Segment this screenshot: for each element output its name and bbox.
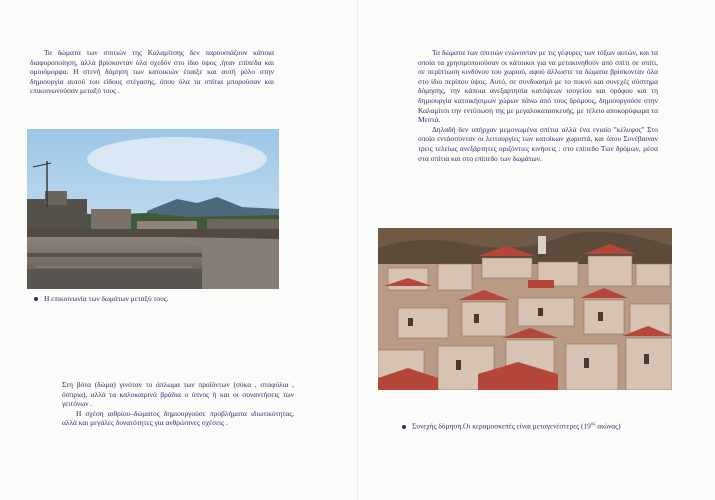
photo-caption: Η επικοινωνία των δωμάτων μεταξύ τους. [34,294,169,304]
right-page [358,0,715,500]
bullet-icon [402,425,406,429]
right-paragraph-1: Τα δώματα των σπιτιών ενώνονταν με τις γέφυρες των τόξων αυτών, και τα οποία τα χρησιμοποιούσαν οι κάτοικοι για να μετακινηθούν από σπίτι σε σπίτι, σε περίπτωση κινδύνου του χωριού, αφού άλλωστε τα δώματα βρίσκονταν όλα στο ίδιο περίπου ύψος. Αυτό, σε συνδυασμό με το πυκνό και συνεχές σύστημα δόμησης, την κάποια ανεξαρτησία κατόψεων ισογείου και ορόφου και τη δημιουργία κατοικήσιμων χώρων πάνω από τους δρόμους, δημιουργούσε στην Καλαμίτσι την εντύπωση της με μεγαλοκατασκευής, με τέλειο αποκορύφωμα τα Μεστά. Δηλαδή δεν υπήρχαν μεμονωμένα σπίτια αλλά ένα ενιαίο ''κέλυφος'' Στο οποίο εντάσσονταν οι λειτουργίες των κατοίκων χωριστά, και όπου Συνέβαιναν τρεις τελείως ανεξάρτητες οριζόντιες κινήσεις : στο επίπεδο Των δρόμων, μέσα στα σπίτια και στο επίπεδο των δωμάτων. [418,48,658,163]
rooftops-photo [27,129,279,289]
bullet-icon [34,297,38,301]
rooftops-photo-image [27,129,279,289]
village-photo-caption: Συνεχής δόμηση.Οι κεραμοσκεπές είναι μεταγενέστερες ($19^{o\varsigma}$ αιώνας) [402,420,621,431]
village-photo-image [378,228,672,390]
bottom-paragraph: Στη βότα (δώμα) γινόταν το άπλωμα των προϊόντων (σύκα , σταφύλια , όσπρια), αλλά τα καλοκαιρινά βράδια ο ύπνος ή και οι συναντήσεις των γειτόνων . Η σχέση αιθρίου–δώματος δημιουργούσε προβλήματα ιδιωτικότητας, αλλά και μεγάλες δυνατότητες για ανθρώπινες σχέσεις . [62,380,294,428]
village-photo [378,228,672,390]
intro-paragraph: Τα δώματα των σπιτιών της Καλαμίτσης δεν παρουσιάζουν κάποια διαφοροποίηση, αλλά βρίσκονταν όλα σχεδόν στο ίδιο ύψος ,ήταν επίπεδα και ομοιόμορφα. Η στενή δόμηση των κατοικιών έπαιξε και αυτή ρόλο στην δημιουργία αυτού του είδους στέγασης, όπου όλα τα σπίτια μπορούσαν και επικοινωνούσαν μεταξύ τους . [30,48,274,96]
right-paragraph-2: Δηλαδή δεν υπήρχαν μεμονωμένα σπίτια αλλά ένα ενιαίο ''κέλυφος'' Στο οποίο εντάσσονταν οι λειτουργίες των κατοίκων χωριστά, και όπου Συνέβαιναν τρεις τελείως ανεξάρτητες οριζόντιες κινήσεις : στο επίπεδο Των δρόμων, μέσα στα σπίτια και στο επίπεδο των δωμάτων. [418,124,658,163]
